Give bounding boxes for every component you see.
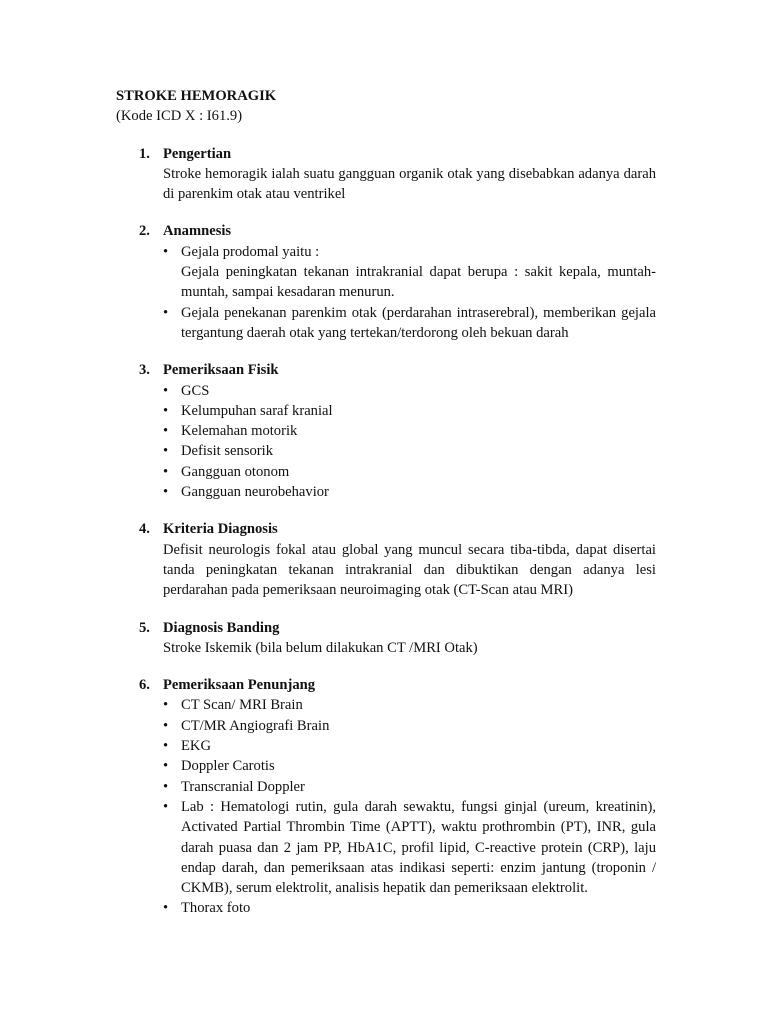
list-item-text: Transcranial Doppler [181,778,305,795]
section-text: Defisit neurologis fokal atau global yang muncul secara tiba-tibda, dapat disertai tanda peningkatan tekanan intrakranial dan dibuktikan dengan adanya lesi perdarahan pada pemeriksaan neuroimaging otak (CT-Scan atau MRI) [163,541,656,599]
bullet-list [163,695,656,918]
bullet-icon: • [163,778,169,795]
list-item [163,797,656,898]
list-item [163,777,656,797]
section-pemeriksaan-fisik [116,360,656,502]
section-pengertian [116,144,656,205]
section-heading: Kriteria Diagnosis [163,521,278,538]
section-anamnesis [116,221,656,343]
list-item-text: CT/MR Angiografi Brain [181,717,330,734]
bullet-icon: • [163,900,169,917]
list-item-text: Gangguan neurobehavior [181,484,329,501]
bullet-icon: • [163,423,169,440]
list-item-text: Gangguan otonom [181,463,290,480]
section-heading: Pemeriksaan Penunjang [163,677,316,694]
list-item-subtext: Gejala peningkatan tekanan intrakranial dapat berupa : sakit kepala, muntah-muntah, sampai kesadaran menurun. [181,264,656,301]
list-item [163,482,656,502]
list-item-text: Gejala penekanan parenkim otak (perdarahan intraserebral), memberikan gejala tergantung daerah otak yang tertekan/terdorong oleh bekuan darah [181,304,656,341]
bullet-icon: • [163,402,169,419]
list-item-text: Gejala prodomal yaitu : [181,243,320,260]
section-number: 1. [139,145,150,162]
section-text: Stroke Iskemik (bila belum dilakukan CT /MRI Otak) [163,639,478,656]
bullet-icon: • [163,304,169,321]
bullet-icon: • [163,443,169,460]
bullet-icon: • [163,484,169,501]
list-item-text: GCS [181,382,210,399]
list-item [163,756,656,776]
bullet-list [163,242,656,343]
section-pemeriksaan-penunjang [116,675,656,919]
section-heading: Pemeriksaan Fisik [163,362,279,379]
bullet-icon: • [163,758,169,775]
list-item-text: Doppler Carotis [181,758,275,775]
list-item [163,381,656,401]
section-kriteria-diagnosis [116,519,656,600]
bullet-list [163,381,656,503]
section-number: 6. [139,677,150,694]
section-heading: Pengertian [163,145,232,162]
list-item-text: Defisit sensorik [181,443,274,460]
bullet-icon: • [163,463,169,480]
list-item-text: Thorax foto [181,900,251,917]
list-item [163,242,656,303]
section-number: 5. [139,619,150,636]
list-item [163,695,656,715]
bullet-icon: • [163,717,169,734]
list-item [163,441,656,461]
icd-code: (Kode ICD X : I61.9) [116,108,243,125]
list-item [163,401,656,421]
list-item [163,303,656,344]
bullet-icon: • [163,798,169,815]
list-item-text: CT Scan/ MRI Brain [181,697,303,714]
section-number: 2. [139,223,150,240]
list-item [163,716,656,736]
list-item-text: EKG [181,738,211,755]
document-body [116,86,656,919]
bullet-icon: • [163,738,169,755]
list-item [163,736,656,756]
document-title: STROKE HEMORAGIK [116,88,277,104]
section-heading: Diagnosis Banding [163,619,280,636]
list-item-text: Kelumpuhan saraf kranial [181,402,333,419]
section-number: 4. [139,521,150,538]
section-heading: Anamnesis [163,223,232,240]
list-item-text: Kelemahan motorik [181,423,298,440]
list-item [163,898,656,918]
bullet-icon: • [163,243,169,260]
section-diagnosis-banding [116,618,656,659]
list-item [163,421,656,441]
section-number: 3. [139,362,150,379]
section-text: Stroke hemoragik ialah suatu gangguan organik otak yang disebabkan adanya darah di parenkim otak atau ventrikel [163,165,656,203]
list-item [163,462,656,482]
bullet-icon: • [163,382,169,399]
bullet-icon: • [163,697,169,714]
list-item-text: Lab : Hematologi rutin, gula darah sewaktu, fungsi ginjal (ureum, kreatinin), Activated Partial Thrombin Time (APTT), waktu prothrombin (PT), INR, gula darah puasa dan 2 jam PP, HbA1C, profil lipid, C-reactive protein (CRP), laju endap darah, dan pemeriksaan atas indikasi seperti: enzim jantung (troponin / CKMB), serum elektrolit, analisis hepatik dan pemeriksaan elektrolit. [181,798,656,897]
